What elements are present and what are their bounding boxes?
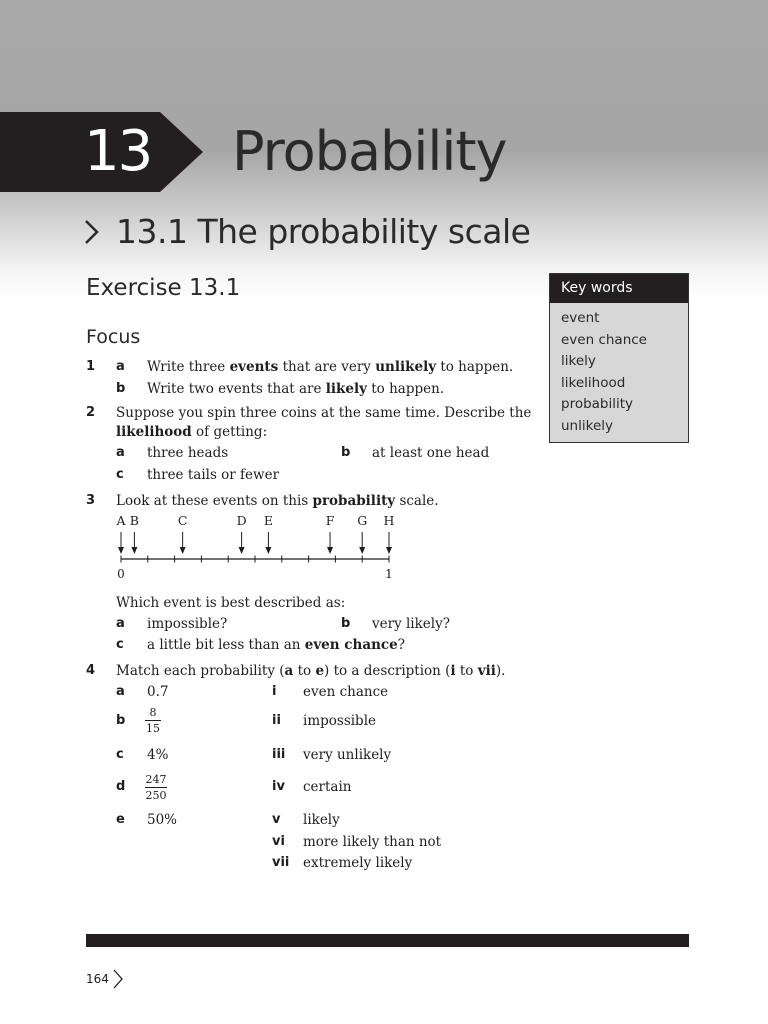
q2c-text: three tails or fewer [147,467,280,483]
part-label: b [116,381,126,396]
event-arrow-head [131,547,137,554]
q3c-text: a little bit less than an even chance? [147,637,405,653]
probability-value: 50% [147,812,178,828]
key-words-heading: Key words [550,274,688,303]
part-label: b [341,445,351,460]
event-arrow-head [359,547,365,554]
event-label: C [177,513,188,528]
event-label: A [116,513,126,528]
part-label: b [116,713,126,728]
scale-start-label: 0 [117,567,125,581]
description-label: v [272,812,281,827]
part-label: b [341,616,351,631]
event-label: D [236,513,247,528]
question-number: 1 [86,359,96,374]
description-text: extremely likely [303,855,413,871]
key-words-list [550,303,688,437]
key-word: event [561,310,600,326]
event-arrow-head [118,547,124,554]
description-text: very unlikely [303,747,392,763]
question-number: 3 [86,493,96,508]
chevron-right-icon [112,968,124,990]
q3a-text: impossible? [147,616,228,632]
q3-question: Which event is best described as: [116,595,346,611]
q2-stem-line2: likelihood of getting: [116,424,268,440]
fraction-denominator: 15 [146,722,160,735]
fraction-denominator: 250 [145,789,167,802]
part-label: d [116,779,126,794]
fraction-bar [145,787,167,788]
description-label: vi [272,834,285,849]
q1a-text: Write three events that are very unlikely to happen. [147,359,514,375]
description-label: i [272,684,277,699]
description-text: impossible [303,713,377,729]
part-label: c [116,467,124,482]
q2a-text: three heads [147,445,229,461]
part-label: a [116,616,125,631]
part-label: c [116,637,124,652]
key-word: even chance [561,331,647,348]
chapter-title: Probability [232,120,507,183]
q2-stem-line1: Suppose you spin three coins at the same time. Describe the [116,405,532,421]
fraction-numerator: 247 [145,773,167,786]
key-word: unlikely [561,417,613,434]
description-text: certain [303,779,352,795]
footer-bar [86,934,689,947]
description-label: iii [272,747,286,762]
description-text: more likely than not [303,834,442,850]
event-arrow-head [265,547,271,554]
description-text: likely [303,812,340,828]
question-number: 2 [86,405,96,420]
part-label: e [116,812,125,827]
part-label: a [116,684,125,699]
chevron-right-icon [84,219,100,245]
part-label: a [116,359,125,374]
probability-fraction [145,773,167,802]
event-label: E [263,513,273,528]
key-words-box [549,273,689,443]
event-label: G [357,513,368,528]
fraction-bar [145,720,161,721]
description-label: vii [272,855,290,870]
key-word: probability [561,396,634,412]
page-number: 164 [86,972,109,986]
description-label: iv [272,779,285,794]
probability-fraction [145,706,161,735]
key-word: likelihood [561,374,626,391]
q3b-text: very likely? [372,616,450,632]
chapter-number: 13 [84,119,152,184]
section-title: 13.1 The probability scale [116,212,531,251]
part-label: a [116,445,125,460]
event-arrow-head [386,547,392,554]
fraction-numerator: 8 [149,706,157,719]
part-label: c [116,747,124,762]
event-arrow-head [327,547,333,554]
scale-end-label: 1 [385,567,393,581]
probability-scale [108,510,408,585]
event-label: F [325,513,335,528]
focus-heading: Focus [86,326,141,348]
description-label: ii [272,713,281,728]
probability-value: 4% [147,747,169,763]
event-label: B [129,513,139,528]
q1b-text: Write two events that are likely to happen. [147,381,445,397]
exercise-title: Exercise 13.1 [86,275,241,301]
q3-stem: Look at these events on this probability scale. [116,493,439,509]
description-text: even chance [303,684,389,700]
q4-stem: Match each probability (a to e) to a description (i to vii). [116,663,506,679]
key-word: likely [561,353,596,369]
q2b-text: at least one head [372,445,490,461]
probability-value: 0.7 [147,684,169,700]
event-arrow-head [239,547,245,554]
event-label: H [383,513,395,528]
event-arrow-head [180,547,186,554]
question-number: 4 [86,663,96,678]
